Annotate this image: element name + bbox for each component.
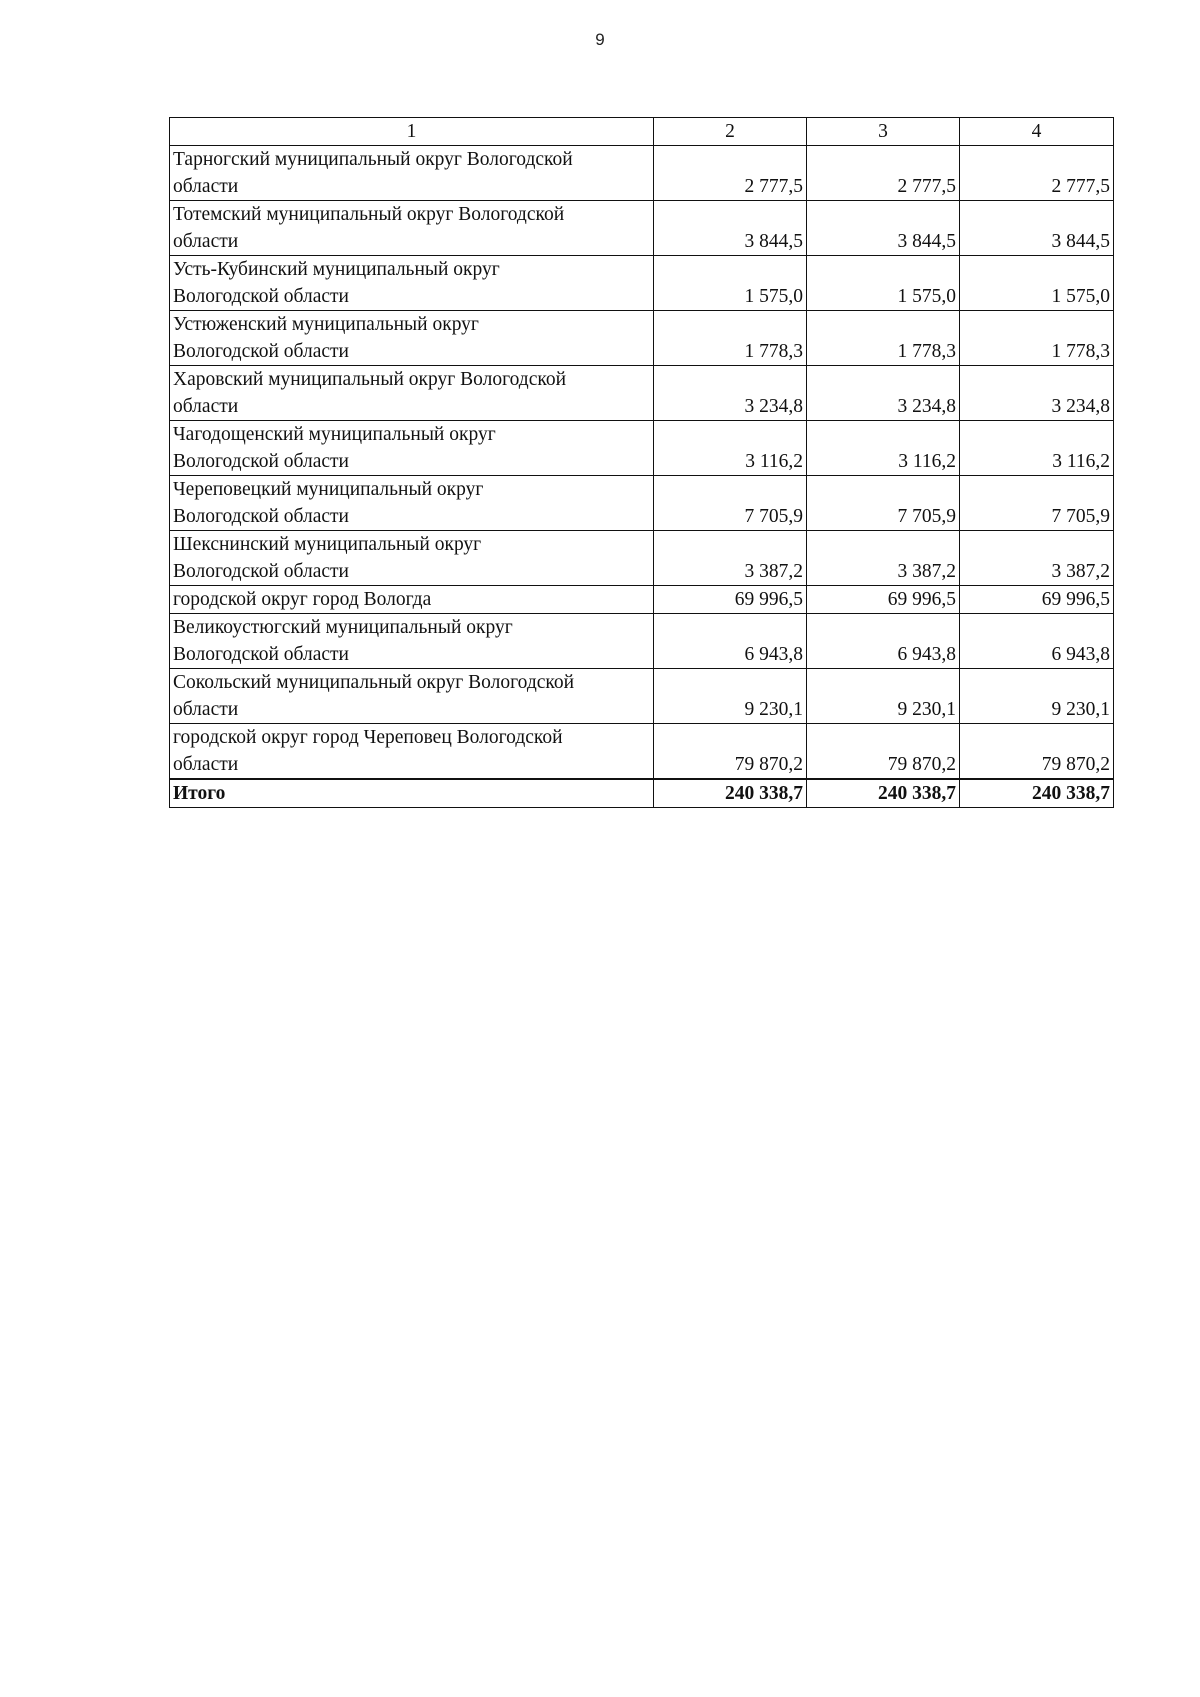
column-header: 2: [654, 118, 807, 146]
municipality-name-line: Шекснинский муниципальный округ: [173, 534, 482, 555]
table-body: [170, 118, 1114, 808]
amount-cell-col-3: 3 844,5: [807, 201, 960, 256]
municipality-name-line: Вологодской области: [173, 341, 349, 362]
municipality-name-line: городской округ город Череповец Вологодской: [173, 727, 563, 748]
table-row: [170, 669, 1114, 724]
column-header: 3: [807, 118, 960, 146]
amount-cell-col-4: 1 575,0: [960, 256, 1114, 311]
amount-cell-col-3: 69 996,5: [807, 586, 960, 614]
total-label: Итого: [170, 779, 654, 808]
amount-cell-col-3: 79 870,2: [807, 724, 960, 780]
amount-cell-col-2: 3 234,8: [654, 366, 807, 421]
amount-cell-col-3: 3 387,2: [807, 531, 960, 586]
municipality-name-cell: [170, 614, 654, 669]
amount-cell-col-2: 6 943,8: [654, 614, 807, 669]
municipality-name-cell: [170, 201, 654, 256]
table-row: [170, 421, 1114, 476]
municipality-name-line: городской округ город Вологда: [173, 589, 432, 610]
municipality-name-line: Сокольский муниципальный округ Вологодской: [173, 672, 575, 693]
municipality-name-cell: [170, 531, 654, 586]
table-row: [170, 311, 1114, 366]
amount-cell-col-2: 3 387,2: [654, 531, 807, 586]
amount-cell-col-4: 69 996,5: [960, 586, 1114, 614]
municipality-name-line: Устюженский муниципальный округ: [173, 314, 479, 335]
amount-cell-col-3: 3 116,2: [807, 421, 960, 476]
municipality-name-line: области: [173, 754, 239, 775]
column-header: 1: [170, 118, 654, 146]
municipality-name-line: Вологодской области: [173, 561, 349, 582]
table-row: [170, 724, 1114, 780]
municipality-name-cell: [170, 256, 654, 311]
amount-cell-col-4: 1 778,3: [960, 311, 1114, 366]
amount-cell-col-2: 9 230,1: [654, 669, 807, 724]
total-row: [170, 779, 1114, 808]
amount-cell-col-4: 3 844,5: [960, 201, 1114, 256]
total-amount-col-3: 240 338,7: [807, 779, 960, 808]
municipality-name-line: Вологодской области: [173, 506, 349, 527]
municipality-name-line: Вологодской области: [173, 286, 349, 307]
municipality-name-line: Вологодской области: [173, 451, 349, 472]
amount-cell-col-2: 1 778,3: [654, 311, 807, 366]
amount-cell-col-2: 1 575,0: [654, 256, 807, 311]
table-row: [170, 614, 1114, 669]
amount-cell-col-2: 3 116,2: [654, 421, 807, 476]
amount-cell-col-3: 9 230,1: [807, 669, 960, 724]
municipality-name-line: области: [173, 396, 239, 417]
municipality-name-line: Вологодской области: [173, 644, 349, 665]
municipality-name-cell: [170, 146, 654, 201]
amount-cell-col-4: 79 870,2: [960, 724, 1114, 780]
amount-cell-col-2: 69 996,5: [654, 586, 807, 614]
table-header-row: [170, 118, 1114, 146]
table-row: [170, 146, 1114, 201]
municipality-name-line: области: [173, 176, 239, 197]
table-row: [170, 366, 1114, 421]
municipality-name-cell: [170, 311, 654, 366]
amount-cell-col-4: 3 234,8: [960, 366, 1114, 421]
amount-cell-col-4: 6 943,8: [960, 614, 1114, 669]
total-amount-col-4: 240 338,7: [960, 779, 1114, 808]
amount-cell-col-3: 2 777,5: [807, 146, 960, 201]
amount-cell-col-4: 3 387,2: [960, 531, 1114, 586]
amount-cell-col-4: 3 116,2: [960, 421, 1114, 476]
municipality-name-cell: [170, 476, 654, 531]
amount-cell-col-3: 3 234,8: [807, 366, 960, 421]
amount-cell-col-3: 1 575,0: [807, 256, 960, 311]
column-header: 4: [960, 118, 1114, 146]
municipality-name-line: Усть-Кубинский муниципальный округ: [173, 259, 500, 280]
table-row: [170, 531, 1114, 586]
table-row: [170, 201, 1114, 256]
municipality-name-cell: [170, 586, 654, 614]
municipality-name-line: области: [173, 699, 239, 720]
table-row: [170, 476, 1114, 531]
municipality-name-cell: [170, 669, 654, 724]
table-row: [170, 586, 1114, 614]
amount-cell-col-3: 6 943,8: [807, 614, 960, 669]
municipality-name-line: Череповецкий муниципальный округ: [173, 479, 484, 500]
municipality-name-line: Великоустюгский муниципальный округ: [173, 617, 513, 638]
amount-cell-col-2: 2 777,5: [654, 146, 807, 201]
allocation-table: [169, 117, 1114, 808]
amount-cell-col-4: 2 777,5: [960, 146, 1114, 201]
amount-cell-col-2: 7 705,9: [654, 476, 807, 531]
page-number: 9: [595, 30, 605, 49]
amount-cell-col-4: 9 230,1: [960, 669, 1114, 724]
municipality-name-line: Тотемский муниципальный округ Вологодской: [173, 204, 565, 225]
municipality-name-line: области: [173, 231, 239, 252]
amount-cell-col-2: 79 870,2: [654, 724, 807, 780]
amount-cell-col-3: 1 778,3: [807, 311, 960, 366]
amount-cell-col-2: 3 844,5: [654, 201, 807, 256]
total-amount-col-2: 240 338,7: [654, 779, 807, 808]
municipality-name-cell: [170, 421, 654, 476]
municipality-name-line: Тарногский муниципальный округ Вологодской: [173, 149, 573, 170]
municipality-name-cell: [170, 366, 654, 421]
municipality-name-line: Чагодощенский муниципальный округ: [173, 424, 496, 445]
municipality-name-line: Харовский муниципальный округ Вологодской: [173, 369, 567, 390]
table-row: [170, 256, 1114, 311]
amount-cell-col-4: 7 705,9: [960, 476, 1114, 531]
amount-cell-col-3: 7 705,9: [807, 476, 960, 531]
municipality-name-cell: [170, 724, 654, 780]
